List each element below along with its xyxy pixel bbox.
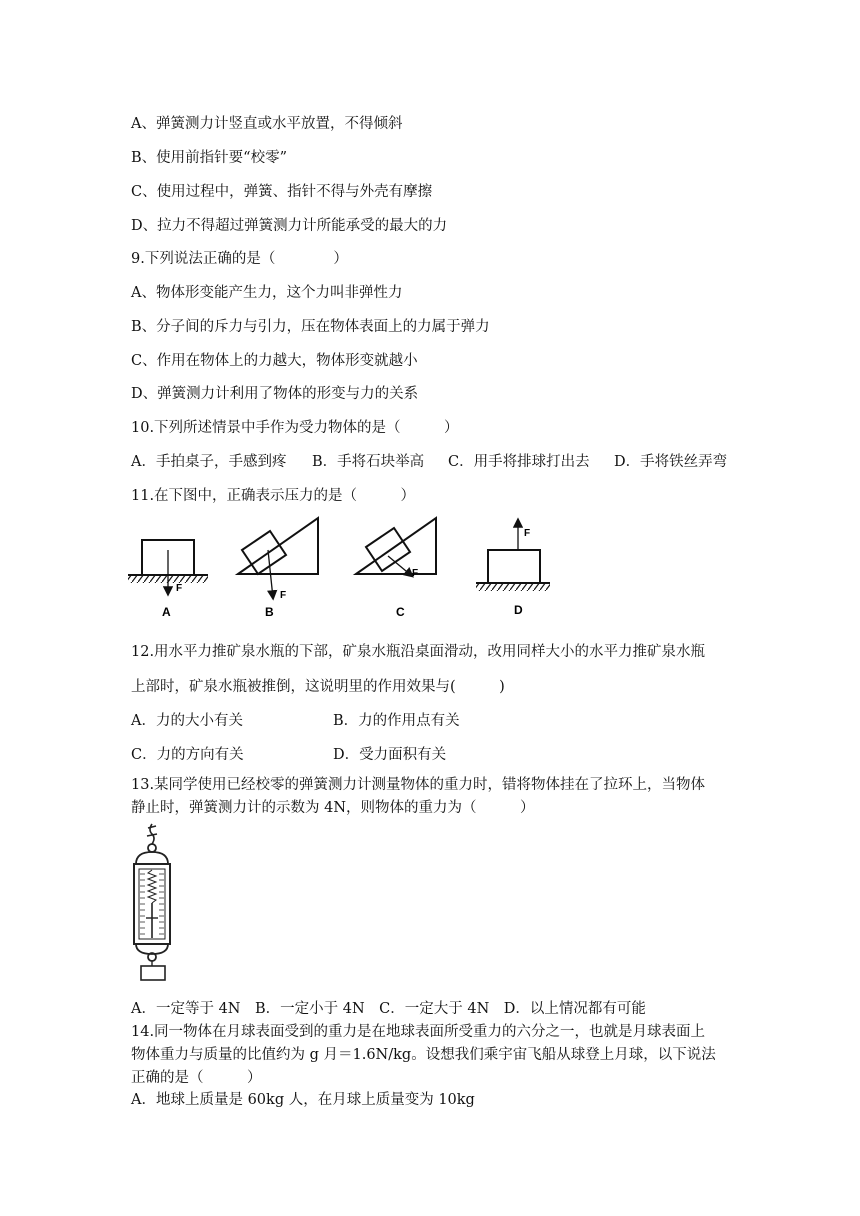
q11-stem: 11.在下图中，正确表示压力的是（ ）: [131, 488, 416, 504]
figure-d-label: D: [514, 603, 523, 617]
q14-option-a: A．地球上质量是 60kg 人，在月球上质量变为 10kg: [131, 1092, 475, 1108]
q12-option-c: C．力的方向有关: [131, 747, 244, 763]
q10-option-c: C．用手将排球打出去: [448, 454, 590, 470]
figure-b-label: B: [265, 605, 274, 619]
q12-option-b: B．力的作用点有关: [333, 713, 460, 729]
q13-stem-line1: 13.某同学使用已经校零的弹簧测力计测量物体的重力时，错将物体挂在了拉环上，当物体: [131, 777, 706, 793]
q8-option-d: D、拉力不得超过弹簧测力计所能承受的最大的力: [131, 218, 448, 234]
q14-stem-line3: 正确的是（ ）: [131, 1070, 262, 1086]
figure-c-label: C: [396, 605, 405, 619]
figure-c: [356, 518, 436, 619]
q14-stem-line1: 14.同一物体在月球表面受到的重力是在地球表面所受重力的六分之一，也就是月球表面上: [131, 1024, 706, 1040]
spring-scale-figure: [126, 822, 186, 984]
figure-c-force-label: F: [412, 568, 419, 579]
q13-options: A．一定等于 4N B．一定小于 4N C．一定大于 4N D．以上情况都有可能: [131, 1001, 646, 1017]
q12-stem-line2: 上部时，矿泉水瓶被推倒，这说明里的作用效果与( ): [131, 679, 505, 695]
q12-stem-line1: 12.用水平力推矿泉水瓶的下部，矿泉水瓶沿桌面滑动，改用同样大小的水平力推矿泉水瓶: [131, 644, 706, 660]
q10-option-d: D．手将铁丝弄弯: [614, 454, 728, 470]
q13-stem-line2: 静止时，弹簧测力计的示数为 4N，则物体的重力为（ ）: [131, 800, 535, 816]
q8-option-b: B、使用前指针要“校零”: [131, 150, 287, 166]
figure-b-force-label: F: [280, 590, 287, 601]
q9-option-c: C、作用在物体上的力越大，物体形变就越小: [131, 353, 418, 369]
figure-a: [128, 540, 208, 619]
q9-stem: 9.下列说法正确的是（ ）: [131, 251, 348, 267]
q14-stem-line2: 物体重力与质量的比值约为 g 月＝1.6N/kg。设想我们乘宇宙飞船从球登上月球，以下说法: [131, 1047, 716, 1063]
q10-option-b: B．手将石块举高: [312, 454, 425, 470]
q11-figures: [120, 510, 560, 622]
q9-option-a: A、物体形变能产生力，这个力叫非弹性力: [131, 285, 403, 301]
figure-d-force-label: F: [524, 528, 531, 539]
q10-stem: 10.下列所述情景中手作为受力物体的是（ ）: [131, 420, 459, 436]
q8-option-c: C、使用过程中，弹簧、指针不得与外壳有摩擦: [131, 184, 433, 200]
q12-option-a: A．力的大小有关: [131, 713, 243, 729]
q9-option-b: B、分子间的斥力与引力，压在物体表面上的力属于弹力: [131, 319, 490, 335]
figure-a-force-label: F: [176, 583, 183, 594]
q8-option-a: A、弹簧测力计竖直或水平放置，不得倾斜: [131, 116, 403, 132]
figure-b: [238, 518, 318, 619]
q10-option-a: A．手拍桌子，手感到疼: [131, 454, 287, 470]
figure-a-label: A: [162, 605, 171, 619]
q9-option-d: D、弹簧测力计利用了物体的形变与力的关系: [131, 386, 419, 402]
q12-option-d: D．受力面积有关: [333, 747, 447, 763]
figure-d: [476, 520, 550, 617]
